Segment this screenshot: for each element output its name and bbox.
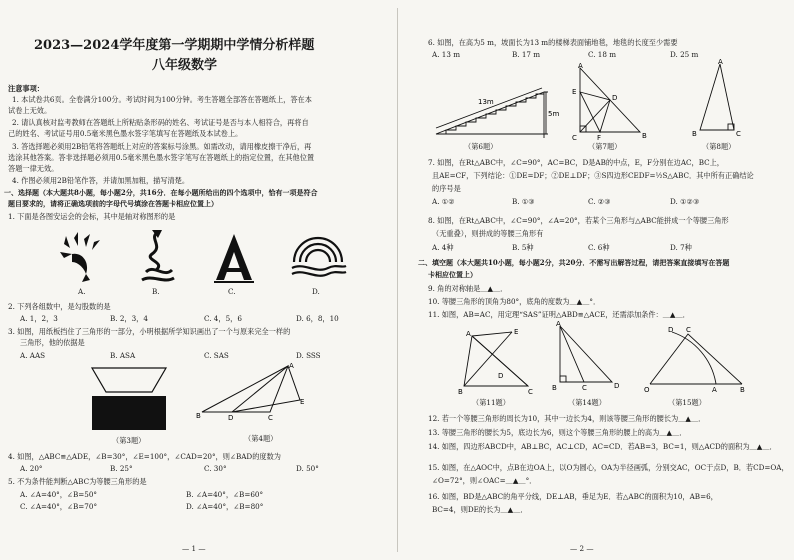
q4-option-b: B. 25° (110, 464, 133, 473)
q5-option-c: C. ∠A=40°，∠B=70° (20, 502, 98, 511)
q7-label: A (578, 62, 583, 70)
notice-line: 3. 答选择题必须用2B铅笔将答题纸上对应的答案标号涂黑。如需改动，请用橡皮擦干净后，再 (12, 142, 312, 151)
q7-option-c: C. ②③ (588, 197, 611, 206)
q14-label: A (556, 320, 561, 328)
q15-label: O (644, 386, 650, 394)
q4-label-c: C (268, 414, 273, 422)
section1-heading: 一、选择题（本大题共8小题，每小题2分，共16分．在每小题所给出的四个选项中，恰有一项是符合 (4, 188, 318, 197)
q8-stem: 8. 如图，在Rt△ABC中，∠C=90°，∠A=20°，若某个三角形与△ABC能拼成一个等腰三角形 (428, 216, 729, 225)
q14-stem: 14. 如图，四边形ABCD中，AB⊥BC，AC⊥CD，AC=CD．若AB=3，BC=1，则△ACD的面积为＿▲＿． (428, 442, 777, 451)
q11-figure-label: （第11题） (472, 398, 510, 407)
q8-label: B (692, 130, 697, 138)
logo-b-image (138, 228, 178, 284)
q6-stem: 6. 如图，在高为5 m，坡面长为13 m的楼梯表面铺地毯，地毯的长度至少需要 (428, 38, 678, 47)
page-2 (402, 0, 794, 560)
q4-figure-label: （第4题） (244, 434, 278, 443)
q8-option-d: D. 7种 (670, 243, 692, 252)
q6-option-a: A. 13 m (432, 50, 461, 59)
q1-option-d: D. (312, 287, 320, 296)
page-number-2: — 2 — (570, 544, 594, 553)
section2-heading: 二、填空题（本大题共10小题，每小题2分，共20分．不需写出解答过程，请把答案直接填写在答题 (418, 258, 730, 267)
q4-label-d: D (228, 414, 234, 422)
q7-figure-label: （第7题） (588, 142, 622, 151)
q7-option-d: D. ①②③ (670, 197, 700, 206)
q2-option-d: D. 6，8，10 (296, 314, 339, 323)
q11-label: A (466, 330, 471, 338)
q4-option-d: D. 50° (296, 464, 319, 473)
q5-stem: 5. 不为条件能判断△ABC为等腰三角形的是 (8, 477, 147, 486)
notice-line: 答题一律无效。 (8, 164, 59, 173)
q7-label: F (597, 134, 602, 142)
q8-label: C (736, 130, 741, 138)
q3-stem-2: 三角形，他的依据是 (20, 338, 85, 347)
q2-stem: 2. 下列各组数中，是勾股数的是 (8, 302, 111, 311)
notice-line: 1. 本试卷共6页。全卷满分100分。考试时间为100分钟。考生答题全部答在答题纸上，答在本 (12, 95, 312, 104)
q8-label: A (718, 58, 723, 66)
page-divider (397, 8, 398, 552)
q11-stem: 11. 如图，AB=AC，用定理“SAS”证明△ABD≌△ACE，还需添加条件：＿▲＿． (428, 310, 690, 319)
q15-label: D (668, 326, 674, 334)
q3-figure (86, 366, 172, 436)
q15-stem: 15. 如图，在△AOC中，点B在边OA上，以O为圆心，OA为半径画弧，分别交AC，OC于点D，B．若CD=OA， (428, 463, 789, 472)
logo-d-image (288, 232, 348, 280)
exam-title: 2023—2024学年度第一学期期中学情分析样题 (34, 38, 315, 53)
q9-stem: 9. 角的对称轴是＿▲＿． (428, 284, 508, 293)
q5-option-d: D. ∠A=40°，∠B=80° (186, 502, 264, 511)
q14-label: C (582, 384, 587, 392)
notice-heading: 注意事项： (8, 84, 44, 93)
q3-option-d: D. SSS (296, 351, 321, 360)
q7-stem-3: 的序号是 (432, 184, 461, 193)
q7-label: E (572, 88, 577, 96)
q7-stem-2: 且AE=CF，下列结论：①DE=DF；②DE⊥DF；③S四边形CEDF=½S△ABC．其中所有正确结论 (432, 171, 754, 180)
q7-stem: 7. 如图，在Rt△ABC中，∠C=90°，AC=BC，D是AB的中点，E，F分别在边AC，BC上， (428, 158, 724, 167)
q6-height-label: 5m (548, 110, 560, 118)
q4-label-a: A (289, 362, 294, 370)
q7-label: B (642, 132, 647, 140)
q11-figure (458, 326, 542, 396)
q6-option-d: D. 25 m (670, 50, 699, 59)
q4-option-a: A. 20° (20, 464, 43, 473)
q15-label: B (740, 386, 745, 394)
q3-stem: 3. 如图，用纸板挡住了三角形的一部分，小明根据所学知识画出了一个与原来完全一样的 (8, 327, 291, 336)
q2-option-c: C. 4，5，6 (204, 314, 242, 323)
q1-option-c: C. (228, 287, 236, 296)
q7-label: C (572, 134, 577, 142)
q5-option-b: B. ∠A=40°，∠B=60° (186, 490, 264, 499)
q1-option-a: A. (78, 287, 86, 296)
q3-option-b: B. ASA (110, 351, 136, 360)
q8-option-a: A. 4种 (432, 243, 454, 252)
page-number-1: — 1 — (182, 544, 206, 553)
notice-line: 选涂其他答案。答非选择题必须用0.5毫米黑色墨水签字笔写在答题纸上的指定位置，在其他位置 (8, 153, 315, 162)
notice-line: 4. 作图必须用2B铅笔作答，并请加黑加粗，描写清楚。 (12, 176, 190, 185)
q4-label-e: E (300, 398, 305, 406)
q10-stem: 10. 等腰三角形的顶角为80°，底角的度数为＿▲＿°． (428, 297, 601, 306)
q3-option-a: A. AAS (20, 351, 46, 360)
q3-figure-label: （第3题） (112, 436, 146, 445)
q8-option-b: B. 5种 (512, 243, 534, 252)
q8-stem-2: （无重叠），则拼成的等腰三角形有 (432, 229, 544, 238)
q8-figure (690, 58, 750, 142)
q8-figure-label: （第8题） (702, 142, 736, 151)
q14-figure-label: （第14题） (568, 398, 606, 407)
q11-label: B (458, 388, 463, 396)
q15-label: A (712, 386, 717, 394)
q11-label: C (528, 388, 533, 396)
q5-option-a: A. ∠A=40°，∠B=50° (20, 490, 97, 499)
section1-heading-2: 题目要求的，请将正确选项前的字母代号填涂在答题卡相应位置上） (8, 199, 218, 208)
q15-stem-2: ∠O=72°，则∠OAC=＿▲＿°． (432, 476, 537, 485)
q1-option-b: B. (152, 287, 160, 296)
q7-label: D (612, 94, 618, 102)
q4-option-c: C. 30° (204, 464, 227, 473)
q16-stem-2: BC=4，则DE的长为＿▲＿． (432, 505, 528, 514)
logo-c-image (212, 232, 256, 284)
q3-option-c: C. SAS (204, 351, 229, 360)
page-1 (0, 0, 392, 560)
q6-length-label: 13m (478, 98, 494, 106)
q7-option-b: B. ①③ (512, 197, 535, 206)
notice-line: 己的姓名、考试证号用0.5毫米黑色墨水签字笔填写在答题纸及本试卷上。 (8, 129, 243, 138)
q1-stem: 1. 下面是各图安运会的会标，其中是轴对称图形的是 (8, 212, 176, 221)
q15-figure (642, 324, 752, 394)
q12-stem: 12. 若一个等腰三角形的周长为10，其中一边长为4，则该等腰三角形的腰长为＿▲＿． (428, 414, 706, 423)
q6-figure-label: （第6题） (464, 142, 498, 151)
q7-figure (570, 62, 652, 140)
q4-stem: 4. 如图，△ABC≌△ADE，∠B=30°，∠E=100°，∠CAD=20°，则∠BAD的度数为 (8, 452, 281, 461)
q7-option-a: A. ①② (432, 197, 455, 206)
exam-subject: 八年级数学 (152, 58, 218, 73)
section2-heading-2: 卡相应位置上） (428, 270, 477, 279)
q14-label: B (552, 384, 557, 392)
q4-figure (196, 360, 306, 432)
q2-option-a: A. 1，2，3 (20, 314, 58, 323)
q16-stem: 16. 如图，BD是△ABC的角平分线，DE⊥AB，垂足为E．若△ABC的面积为10，AB=6， (428, 492, 718, 501)
q6-option-c: C. 18 m (588, 50, 617, 59)
notice-line: 试卷上无效。 (8, 106, 52, 115)
q14-label: D (614, 382, 620, 390)
q11-label: E (514, 328, 519, 336)
q13-stem: 13. 等腰三角形的腰长为5，底边长为6，则这个等腰三角形的腰上的高为＿▲＿． (428, 428, 687, 437)
q6-figure (432, 78, 560, 140)
q8-option-c: C. 6种 (588, 243, 610, 252)
q4-label-b: B (196, 412, 201, 420)
q14-figure (550, 322, 630, 392)
q15-label: C (686, 326, 691, 334)
q6-option-b: B. 17 m (512, 50, 541, 59)
notice-line: 2. 请认真核对监考教师在答题纸上所粘贴条形码的姓名、考试证号是否与本人相符合，再将自 (12, 118, 309, 127)
q2-option-b: B. 2，3，4 (110, 314, 148, 323)
q11-label: D (498, 372, 504, 380)
q15-figure-label: （第15题） (668, 398, 706, 407)
logo-a-image (56, 228, 112, 284)
